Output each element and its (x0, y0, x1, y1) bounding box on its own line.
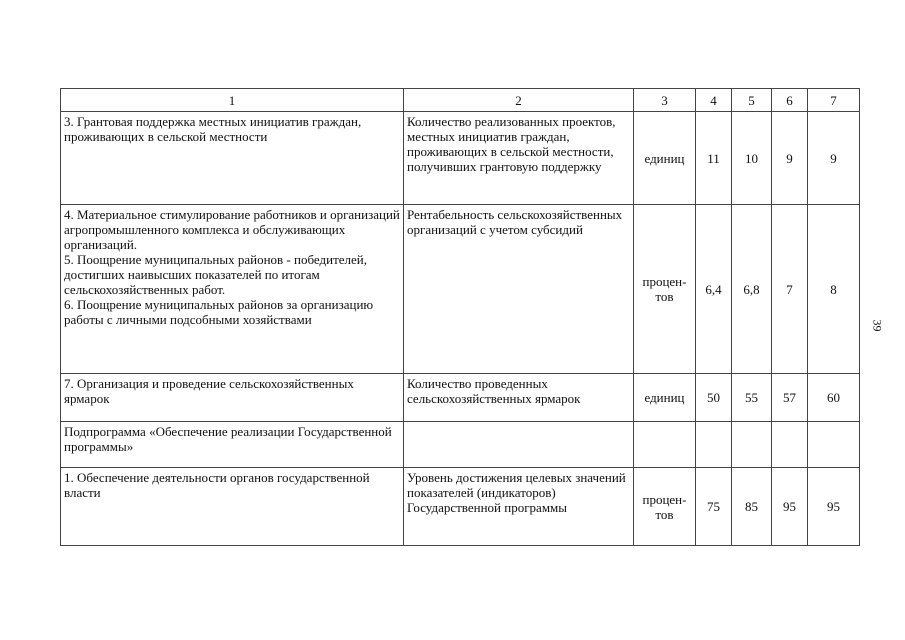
indicator-cell: Уровень достижения целевых значений показателей (индикаторов) Государственной программы (404, 468, 634, 546)
measure-cell: 1. Обеспечение деятельности органов государственной власти (61, 468, 404, 546)
subprogram-title: Подпрограмма «Обеспечение реализации Государственной программы» (61, 422, 404, 468)
measure-line: 5. Поощрение муниципальных районов - победителей, достигших наивысших показателей по итогам сельскохозяйственных работ. (64, 252, 367, 297)
value-cell-5: 10 (732, 112, 772, 205)
header-col-4: 4 (696, 89, 732, 112)
header-col-3: 3 (634, 89, 696, 112)
value-cell-4: 11 (696, 112, 732, 205)
value-cell-7: 9 (808, 112, 860, 205)
unit-cell: процен-тов (634, 468, 696, 546)
indicator-cell: Рентабельность сельскохозяйственных организаций с учетом субсидий (404, 205, 634, 374)
table-row (61, 112, 860, 205)
table-row (61, 205, 860, 374)
value-cell-6: 7 (772, 205, 808, 374)
value-cell-4: 75 (696, 468, 732, 546)
table-row (61, 374, 860, 422)
measure-line: 6. Поощрение муниципальных районов за организацию работы с личными подсобными хозяйствами (64, 297, 374, 327)
table-header-row (61, 89, 860, 112)
measure-line: 4. Материальное стимулирование работников и организаций агропромышленного комплекса и обслуживающих организаций. (64, 207, 400, 252)
subprogram-row (61, 422, 860, 468)
header-col-5: 5 (732, 89, 772, 112)
value-cell-4: 6,4 (696, 205, 732, 374)
header-col-7: 7 (808, 89, 860, 112)
value-cell-6: 9 (772, 112, 808, 205)
indicators-table (60, 88, 860, 546)
table-row (61, 468, 860, 546)
value-cell-7: 60 (808, 374, 860, 422)
value-cell-7: 8 (808, 205, 860, 374)
measure-cell (61, 205, 404, 374)
header-col-6: 6 (772, 89, 808, 112)
unit-cell: единиц (634, 374, 696, 422)
value-cell-4: 50 (696, 374, 732, 422)
indicator-cell: Количество реализованных проектов, местных инициатив граждан, проживающих в сельской местности, получивших грантовую поддержку (404, 112, 634, 205)
measure-cell: 7. Организация и проведение сельскохозяйственных ярмарок (61, 374, 404, 422)
header-col-1: 1 (61, 89, 404, 112)
value-cell-5: 55 (732, 374, 772, 422)
indicator-cell: Количество проведенных сельскохозяйственных ярмарок (404, 374, 634, 422)
header-col-2: 2 (404, 89, 634, 112)
value-cell-7: 95 (808, 468, 860, 546)
page-number: 39 (870, 319, 885, 332)
value-cell-6: 57 (772, 374, 808, 422)
value-cell-6: 95 (772, 468, 808, 546)
measure-cell: 3. Грантовая поддержка местных инициатив граждан, проживающих в сельской местности (61, 112, 404, 205)
value-cell-5: 6,8 (732, 205, 772, 374)
unit-cell: процен-тов (634, 205, 696, 374)
unit-cell: единиц (634, 112, 696, 205)
value-cell-5: 85 (732, 468, 772, 546)
